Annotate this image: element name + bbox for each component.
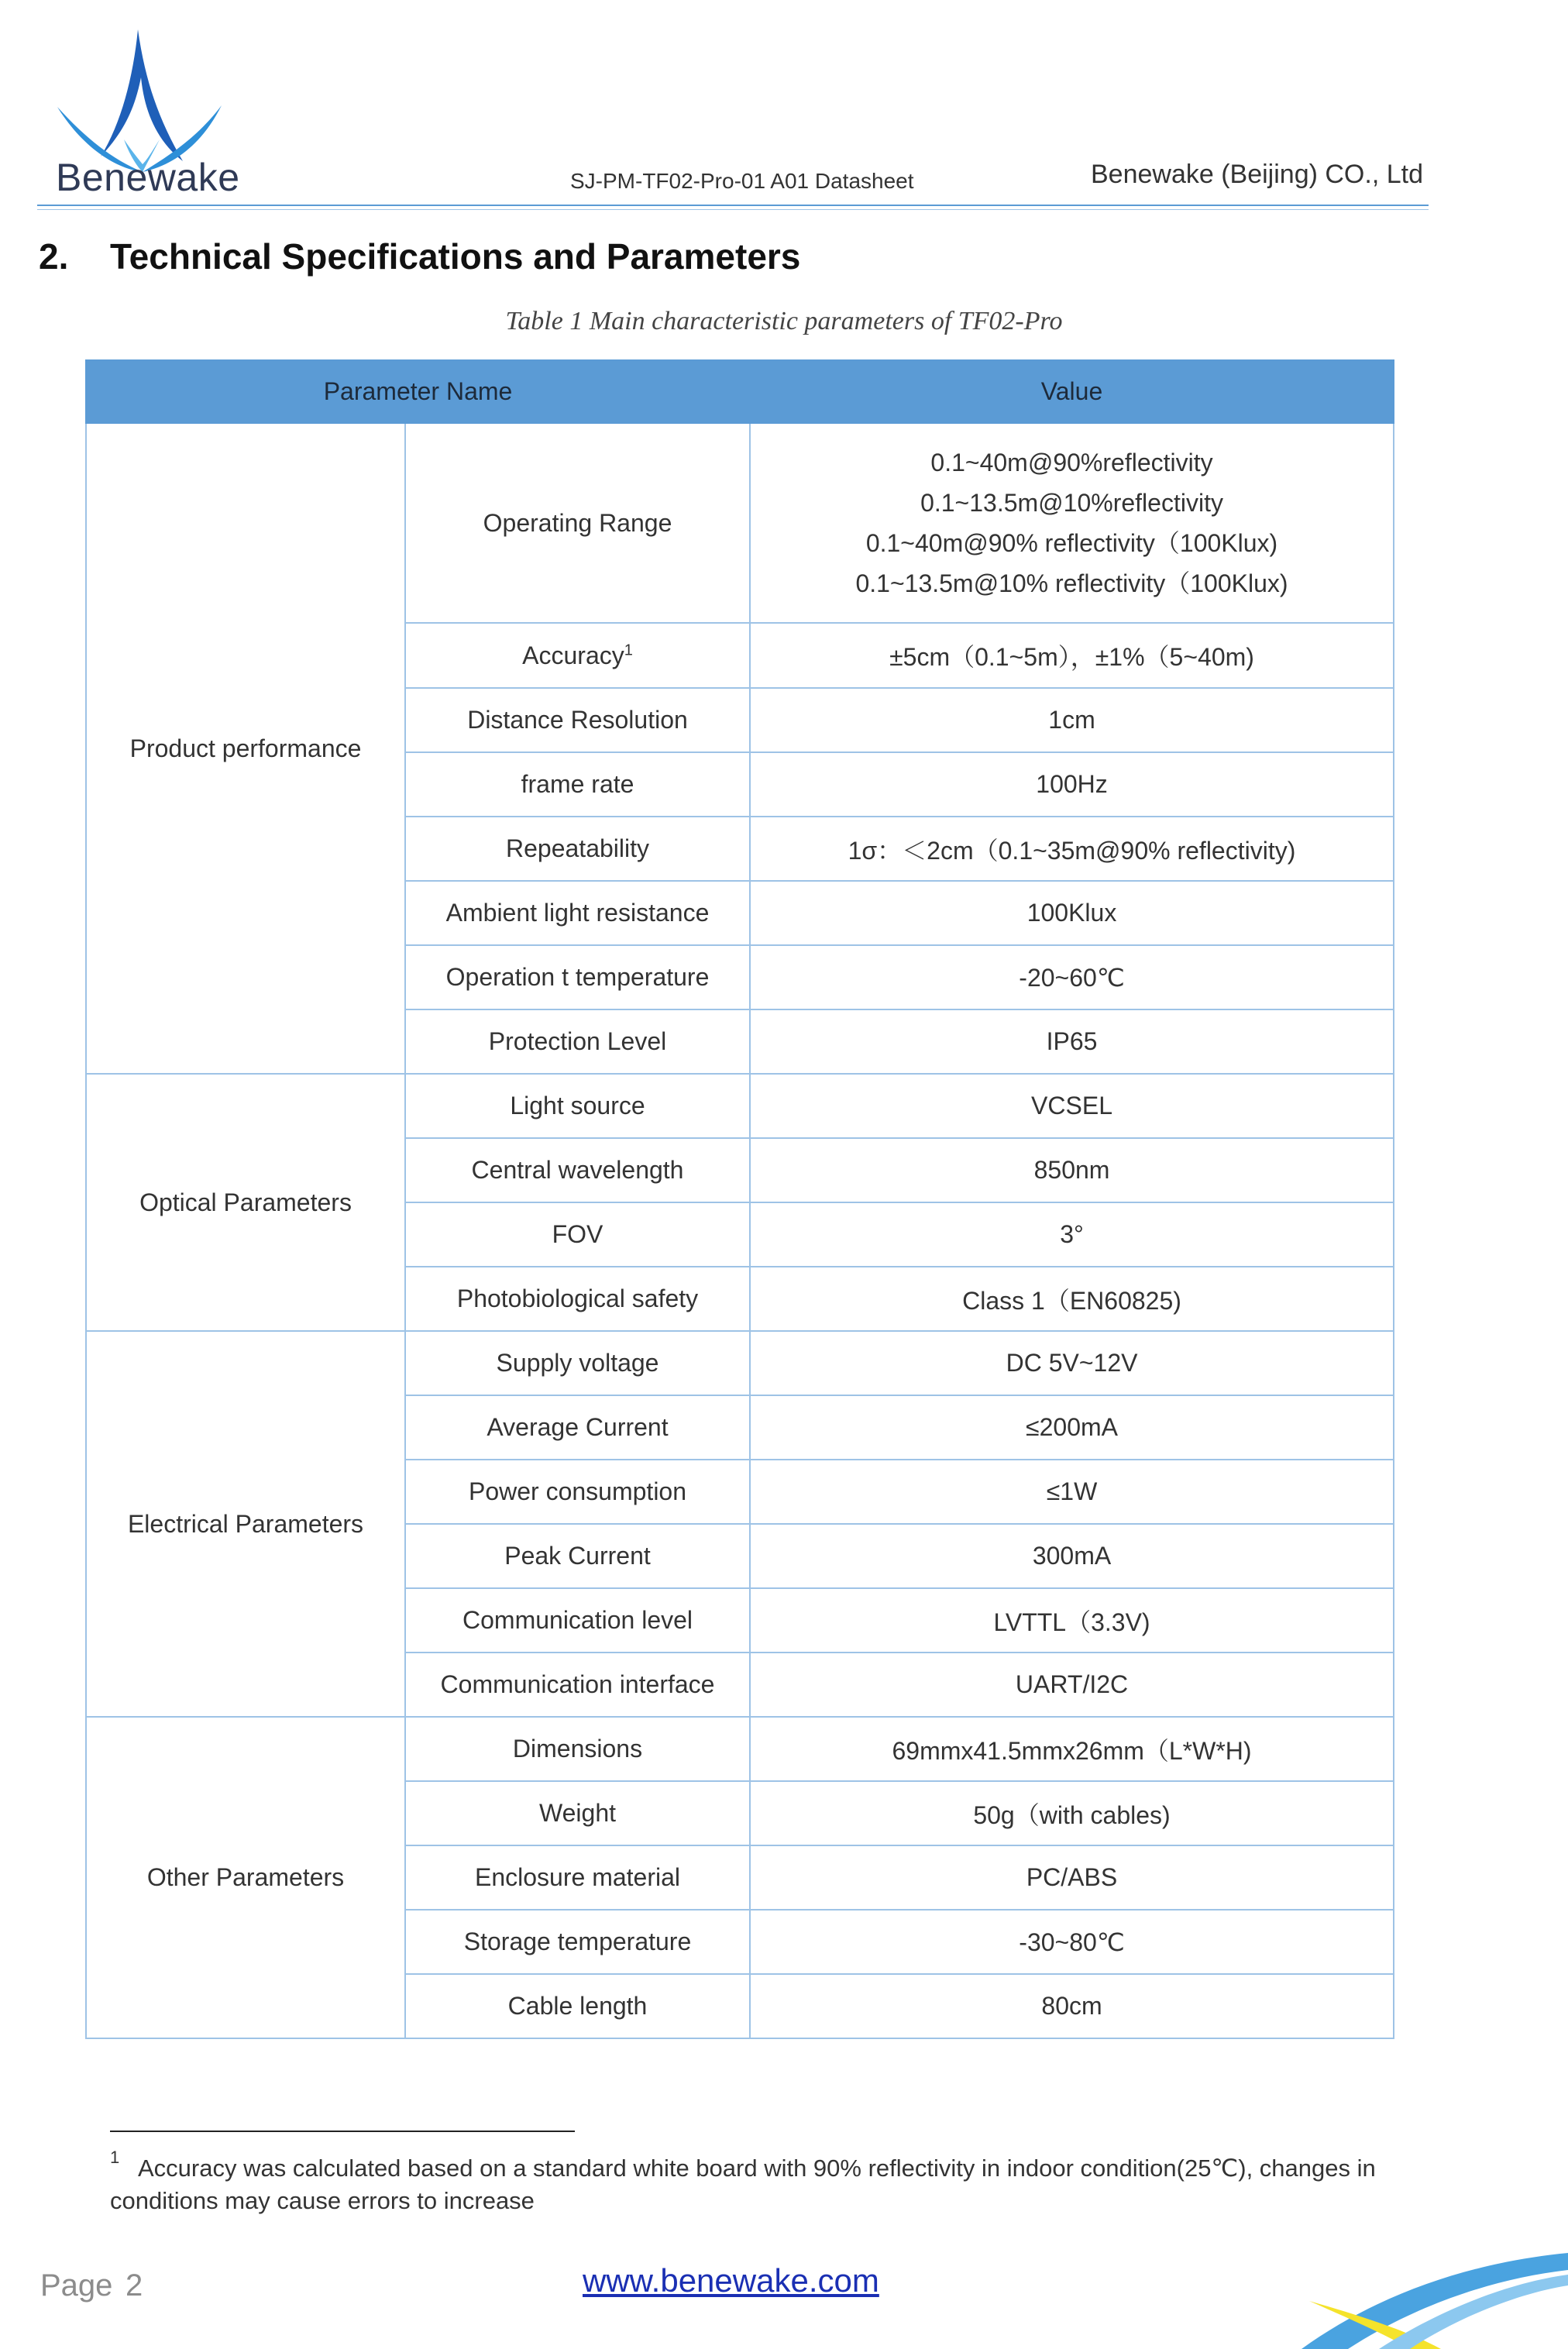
param-name: Photobiological safety (405, 1267, 750, 1331)
param-name: Operating Range (405, 423, 750, 623)
page-label: Page (40, 2268, 113, 2303)
footnote-ref: 1 (624, 641, 633, 659)
param-name: FOV (405, 1202, 750, 1267)
value-line: 0.1~40m@90%reflectivity (930, 449, 1213, 476)
header-divider (37, 205, 1429, 206)
param-name: Supply voltage (405, 1331, 750, 1395)
logo-text: Benewake (56, 156, 240, 199)
table-caption: Table 1 Main characteristic parameters of TF02-Pro (505, 307, 1063, 335)
footnote-divider (110, 2131, 575, 2132)
table-row (86, 1331, 1394, 1395)
company-name: Benewake (Beijing) CO., Ltd (1091, 160, 1423, 189)
param-value: UART/I2C (750, 1653, 1394, 1717)
group-name: Other Parameters (86, 1717, 405, 2038)
param-value: 850nm (750, 1138, 1394, 1202)
param-value: 80cm (750, 1974, 1394, 2038)
param-name: Enclosure material (405, 1845, 750, 1910)
document-id: SJ-PM-TF02-Pro-01 A01 Datasheet (570, 169, 914, 193)
param-value: IP65 (750, 1009, 1394, 1074)
header-value: Value (750, 360, 1394, 423)
param-name: Operation t temperature (405, 945, 750, 1009)
param-value: VCSEL (750, 1074, 1394, 1138)
section-number: 2. (39, 236, 69, 277)
website-link[interactable]: www.benewake.com (583, 2262, 879, 2299)
group-name: Electrical Parameters (86, 1331, 405, 1717)
param-name: Communication level (405, 1588, 750, 1653)
param-value: 3° (750, 1202, 1394, 1267)
param-name: Storage temperature (405, 1910, 750, 1974)
param-name: Light source (405, 1074, 750, 1138)
param-name: Average Current (405, 1395, 750, 1460)
param-name: frame rate (405, 752, 750, 817)
value-line: 0.1~13.5m@10% reflectivity（100Klux) (855, 569, 1288, 597)
param-name: Ambient light resistance (405, 881, 750, 945)
param-name: Central wavelength (405, 1138, 750, 1202)
value-line: 0.1~40m@90% reflectivity（100Klux) (865, 529, 1278, 557)
param-value: -20~60℃ (750, 945, 1394, 1009)
param-value: 100Klux (750, 881, 1394, 945)
param-label: Accuracy (522, 641, 624, 669)
group-name: Product performance (86, 423, 405, 1074)
param-value: 100Hz (750, 752, 1394, 817)
param-name: Distance Resolution (405, 688, 750, 752)
param-name: Protection Level (405, 1009, 750, 1074)
param-name: Peak Current (405, 1524, 750, 1588)
group-name: Optical Parameters (86, 1074, 405, 1331)
param-value: ±5cm（0.1~5m），±1%（5~40m) (750, 623, 1394, 688)
footnote-text: Accuracy was calculated based on a standard white board with 90% reflectivity in indoor condition(25℃), changes in conditions may cause errors to increase (110, 2155, 1376, 2214)
param-value: ≤200mA (750, 1395, 1394, 1460)
page-number: 2 (126, 2268, 143, 2303)
param-value: 300mA (750, 1524, 1394, 1588)
spec-table (85, 359, 1394, 2039)
header-divider-secondary (37, 209, 1429, 210)
param-value: 69mmx41.5mmx26mm（L*W*H) (750, 1717, 1394, 1781)
param-name: Communication interface (405, 1653, 750, 1717)
param-value: DC 5V~12V (750, 1331, 1394, 1395)
table-row (86, 1717, 1394, 1781)
param-name: Dimensions (405, 1717, 750, 1781)
param-value: 1cm (750, 688, 1394, 752)
table-row (86, 1074, 1394, 1138)
param-value-multiline (750, 423, 1394, 623)
param-name (405, 623, 750, 688)
param-value: 1σ：＜2cm（0.1~35m@90% reflectivity) (750, 817, 1394, 881)
param-name: Power consumption (405, 1460, 750, 1524)
param-value: PC/ABS (750, 1845, 1394, 1910)
param-value: ≤1W (750, 1460, 1394, 1524)
footnote-mark: 1 (110, 2148, 120, 2167)
param-name: Cable length (405, 1974, 750, 2038)
param-value: 50g（with cables) (750, 1781, 1394, 1845)
footer-swoosh-icon (1178, 2231, 1568, 2349)
section-title: Technical Specifications and Parameters (110, 236, 801, 277)
param-value: -30~80℃ (750, 1910, 1394, 1974)
param-value: Class 1（EN60825) (750, 1267, 1394, 1331)
param-value: LVTTL（3.3V) (750, 1588, 1394, 1653)
param-name: Repeatability (405, 817, 750, 881)
table-header-row (86, 360, 1394, 423)
param-name: Weight (405, 1781, 750, 1845)
header-parameter-name: Parameter Name (86, 360, 750, 423)
value-line: 0.1~13.5m@10%reflectivity (920, 489, 1223, 517)
table-row (86, 423, 1394, 623)
